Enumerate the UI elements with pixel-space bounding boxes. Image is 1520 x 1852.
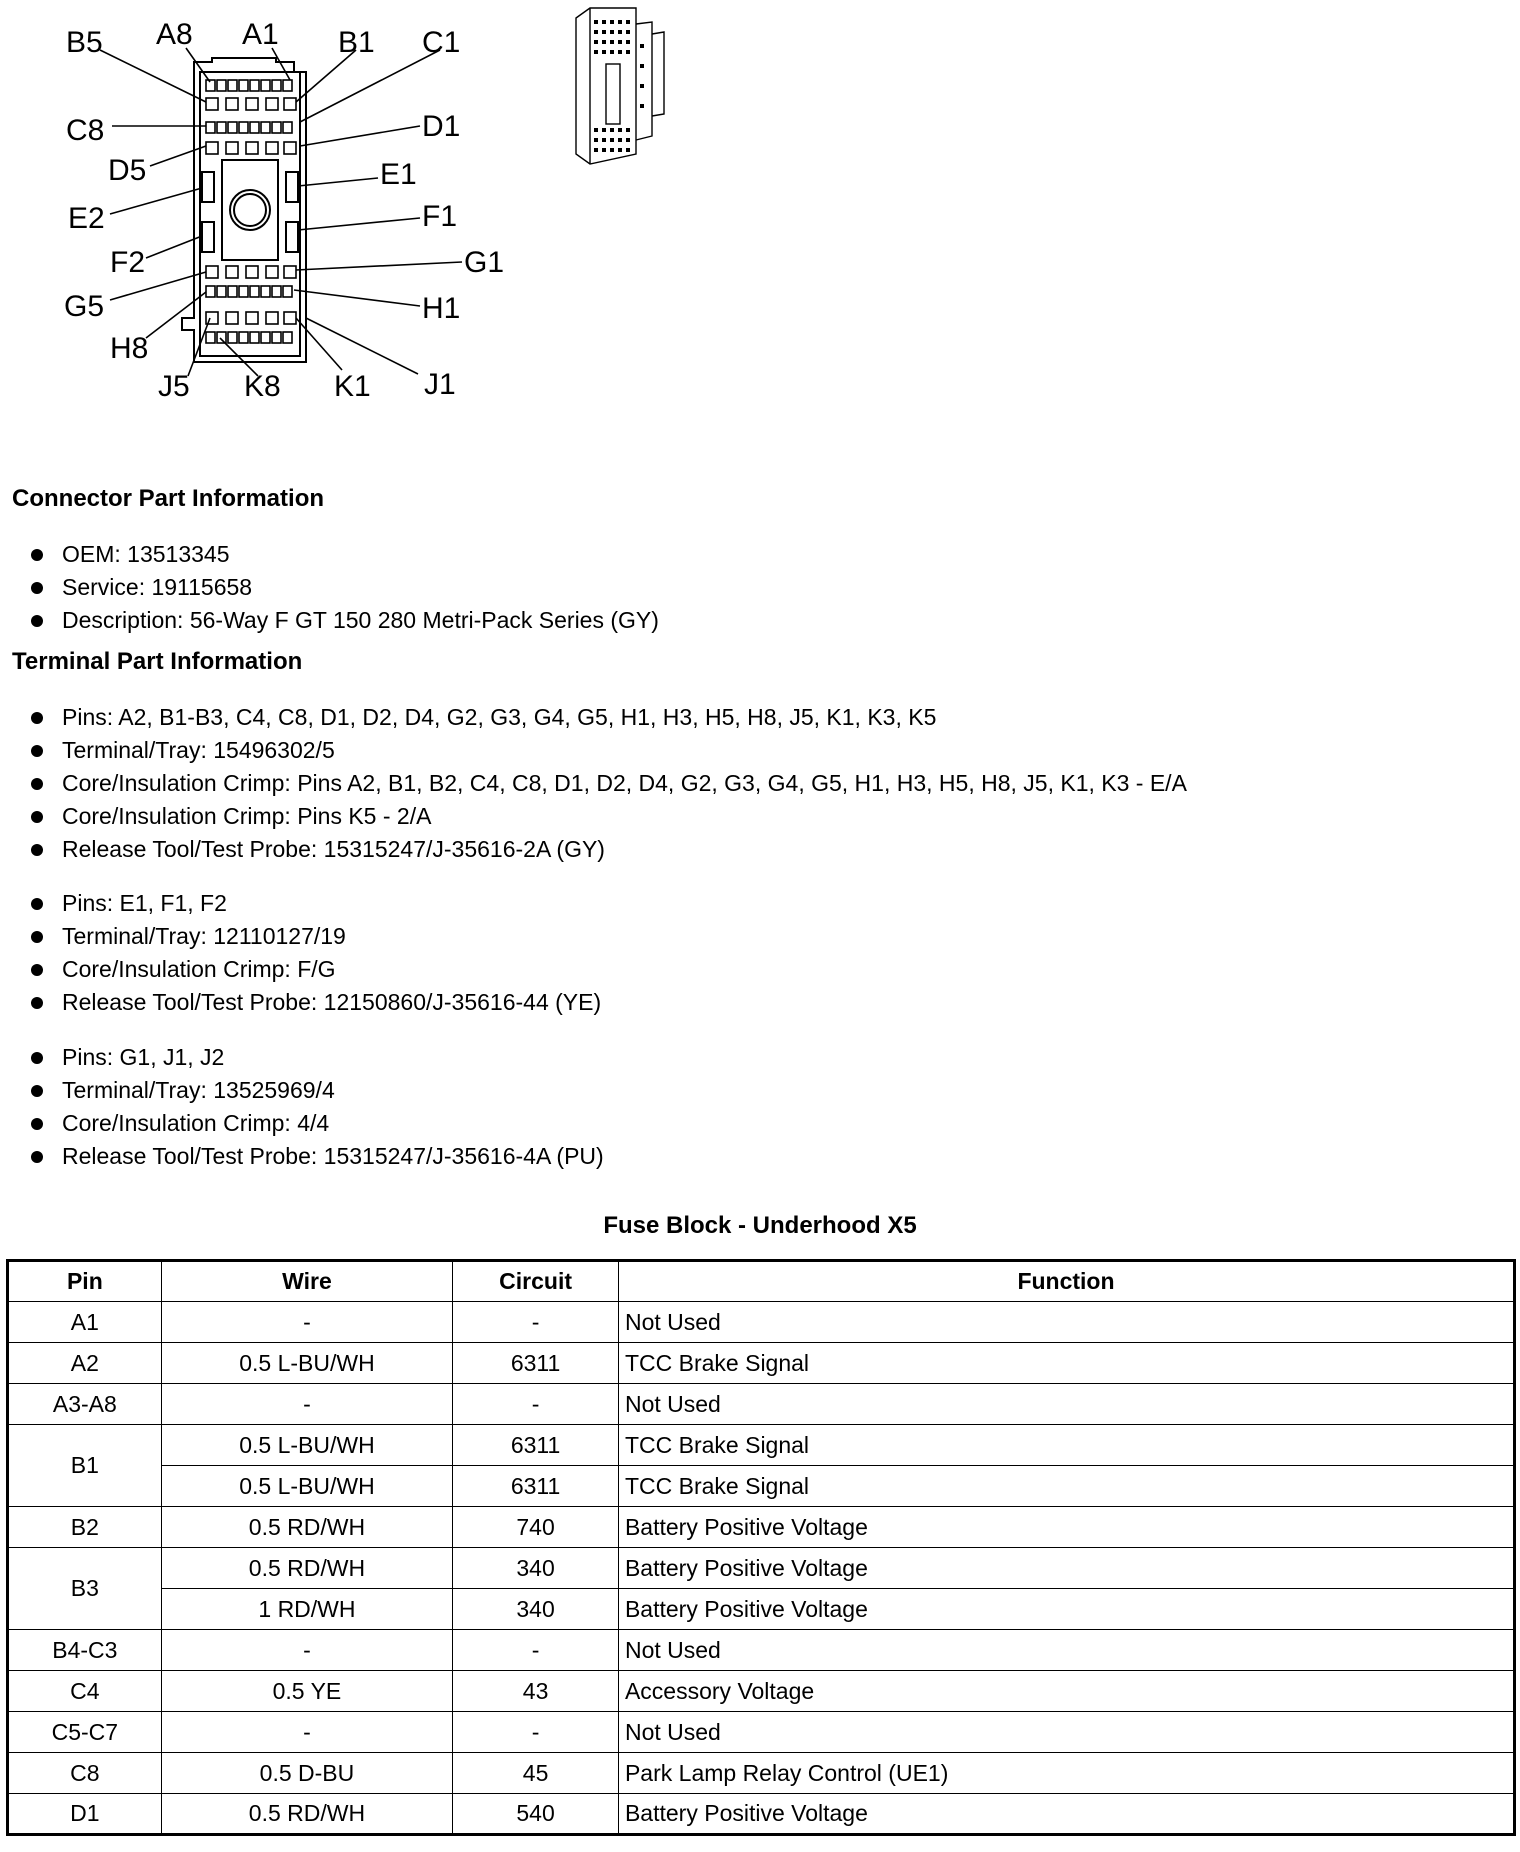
cell-wire: - [161, 1302, 452, 1343]
label-K8: K8 [244, 370, 281, 403]
label-G1: G1 [464, 246, 505, 279]
cell-function: Park Lamp Relay Control (UE1) [618, 1753, 1514, 1794]
cell-wire: - [161, 1712, 452, 1753]
cell-pin: B3 [8, 1548, 162, 1630]
cell-function: Battery Positive Voltage [618, 1794, 1514, 1835]
cell-pin: A3-A8 [8, 1384, 162, 1425]
cell-wire: 0.5 L-BU/WH [161, 1343, 452, 1384]
cell-function: TCC Brake Signal [618, 1425, 1514, 1466]
pinout-table [6, 1259, 1516, 1836]
label-E1: E1 [380, 158, 417, 191]
connector-section-title: Connector Part Information [12, 485, 325, 512]
cell-wire: 1 RD/WH [161, 1589, 452, 1630]
cell-circuit: 340 [453, 1589, 619, 1630]
table-row [8, 1425, 1515, 1466]
label-D1: D1 [422, 110, 461, 143]
cell-function: Battery Positive Voltage [618, 1548, 1514, 1589]
cell-wire: 0.5 RD/WH [161, 1794, 452, 1835]
cell-circuit: 43 [453, 1671, 619, 1712]
cell-pin: C4 [8, 1671, 162, 1712]
label-C8: C8 [66, 114, 105, 147]
label-F2: F2 [110, 246, 146, 279]
cell-function: Not Used [618, 1630, 1514, 1671]
cell-circuit: - [453, 1302, 619, 1343]
cell-circuit: - [453, 1630, 619, 1671]
table-row [8, 1671, 1515, 1712]
cell-circuit: 6311 [453, 1466, 619, 1507]
table-row [8, 1507, 1515, 1548]
label-G5: G5 [64, 290, 105, 323]
table-row [8, 1466, 1515, 1507]
table-row [8, 1794, 1515, 1835]
label-H1: H1 [422, 292, 461, 325]
connector-side-view [570, 4, 680, 168]
cell-function: Accessory Voltage [618, 1671, 1514, 1712]
cell-pin: A1 [8, 1302, 162, 1343]
header-pin: Pin [8, 1261, 162, 1302]
cell-function: TCC Brake Signal [618, 1343, 1514, 1384]
cell-circuit: 540 [453, 1794, 619, 1835]
list-item: OEM: 13513345 [30, 538, 659, 571]
header-function: Function [618, 1261, 1514, 1302]
cell-function: TCC Brake Signal [618, 1466, 1514, 1507]
cell-function: Not Used [618, 1302, 1514, 1343]
list-item: Core/Insulation Crimp: 4/4 [30, 1107, 604, 1140]
table-row [8, 1343, 1515, 1384]
list-item: Core/Insulation Crimp: Pins K5 - 2/A [30, 800, 1187, 833]
cell-function: Battery Positive Voltage [618, 1507, 1514, 1548]
cell-pin: C5-C7 [8, 1712, 162, 1753]
label-A8: A8 [156, 18, 193, 51]
label-A1: A1 [242, 18, 279, 51]
list-item: Service: 19115658 [30, 571, 659, 604]
connector-info-list [30, 538, 659, 637]
label-F1: F1 [422, 200, 458, 233]
cell-circuit: 340 [453, 1548, 619, 1589]
terminal-group-2 [30, 887, 601, 1019]
cell-function: Battery Positive Voltage [618, 1589, 1514, 1630]
list-item: Terminal/Tray: 13525969/4 [30, 1074, 604, 1107]
label-D5: D5 [108, 154, 147, 187]
cell-circuit: 45 [453, 1753, 619, 1794]
header-wire: Wire [161, 1261, 452, 1302]
cell-wire: 0.5 L-BU/WH [161, 1425, 452, 1466]
list-item: Release Tool/Test Probe: 15315247/J-35616-4A (PU) [30, 1140, 604, 1173]
header-circuit: Circuit [453, 1261, 619, 1302]
cell-wire: 0.5 RD/WH [161, 1507, 452, 1548]
cell-function: Not Used [618, 1712, 1514, 1753]
table-row [8, 1548, 1515, 1589]
terminal-section-title: Terminal Part Information [12, 648, 303, 675]
list-item: Core/Insulation Crimp: Pins A2, B1, B2, C4, C8, D1, D2, D4, G2, G3, G4, G5, H1, H3, H5, H8, J5, K1, K3 - E/A [30, 767, 1187, 800]
list-item: Pins: E1, F1, F2 [30, 887, 601, 920]
list-item: Release Tool/Test Probe: 12150860/J-35616-44 (YE) [30, 986, 601, 1019]
cell-wire: 0.5 D-BU [161, 1753, 452, 1794]
label-J5: J5 [158, 370, 190, 403]
cell-circuit: 6311 [453, 1343, 619, 1384]
list-item: Pins: G1, J1, J2 [30, 1041, 604, 1074]
cell-pin: C8 [8, 1753, 162, 1794]
terminal-group-3 [30, 1041, 604, 1173]
label-E2: E2 [68, 202, 105, 235]
cell-wire: 0.5 L-BU/WH [161, 1466, 452, 1507]
label-J1: J1 [424, 368, 456, 401]
list-item: Description: 56-Way F GT 150 280 Metri-Pack Series (GY) [30, 604, 659, 637]
cell-wire: 0.5 RD/WH [161, 1548, 452, 1589]
table-row [8, 1712, 1515, 1753]
label-B1: B1 [338, 26, 375, 59]
cell-circuit: 740 [453, 1507, 619, 1548]
label-B5: B5 [66, 26, 103, 59]
cell-function: Not Used [618, 1384, 1514, 1425]
connector-face-diagram [0, 0, 560, 420]
label-C1: C1 [422, 26, 461, 59]
cell-wire: - [161, 1630, 452, 1671]
table-row [8, 1753, 1515, 1794]
cell-pin: B1 [8, 1425, 162, 1507]
label-K1: K1 [334, 370, 371, 403]
terminal-group-1 [30, 701, 1187, 866]
list-item: Terminal/Tray: 15496302/5 [30, 734, 1187, 767]
cell-circuit: - [453, 1384, 619, 1425]
cell-circuit: 6311 [453, 1425, 619, 1466]
cell-wire: - [161, 1384, 452, 1425]
list-item: Core/Insulation Crimp: F/G [30, 953, 601, 986]
cell-pin: D1 [8, 1794, 162, 1835]
table-row [8, 1384, 1515, 1425]
cell-wire: 0.5 YE [161, 1671, 452, 1712]
cell-circuit: - [453, 1712, 619, 1753]
cell-pin: B4-C3 [8, 1630, 162, 1671]
table-row [8, 1302, 1515, 1343]
table-header-row [8, 1261, 1515, 1302]
table-row [8, 1589, 1515, 1630]
cell-pin: A2 [8, 1343, 162, 1384]
table-title: Fuse Block - Underhood X5 [603, 1212, 917, 1239]
table-row [8, 1630, 1515, 1671]
list-item: Release Tool/Test Probe: 15315247/J-35616-2A (GY) [30, 833, 1187, 866]
label-H8: H8 [110, 332, 149, 365]
list-item: Pins: A2, B1-B3, C4, C8, D1, D2, D4, G2, G3, G4, G5, H1, H3, H5, H8, J5, K1, K3, K5 [30, 701, 1187, 734]
cell-pin: B2 [8, 1507, 162, 1548]
list-item: Terminal/Tray: 12110127/19 [30, 920, 601, 953]
